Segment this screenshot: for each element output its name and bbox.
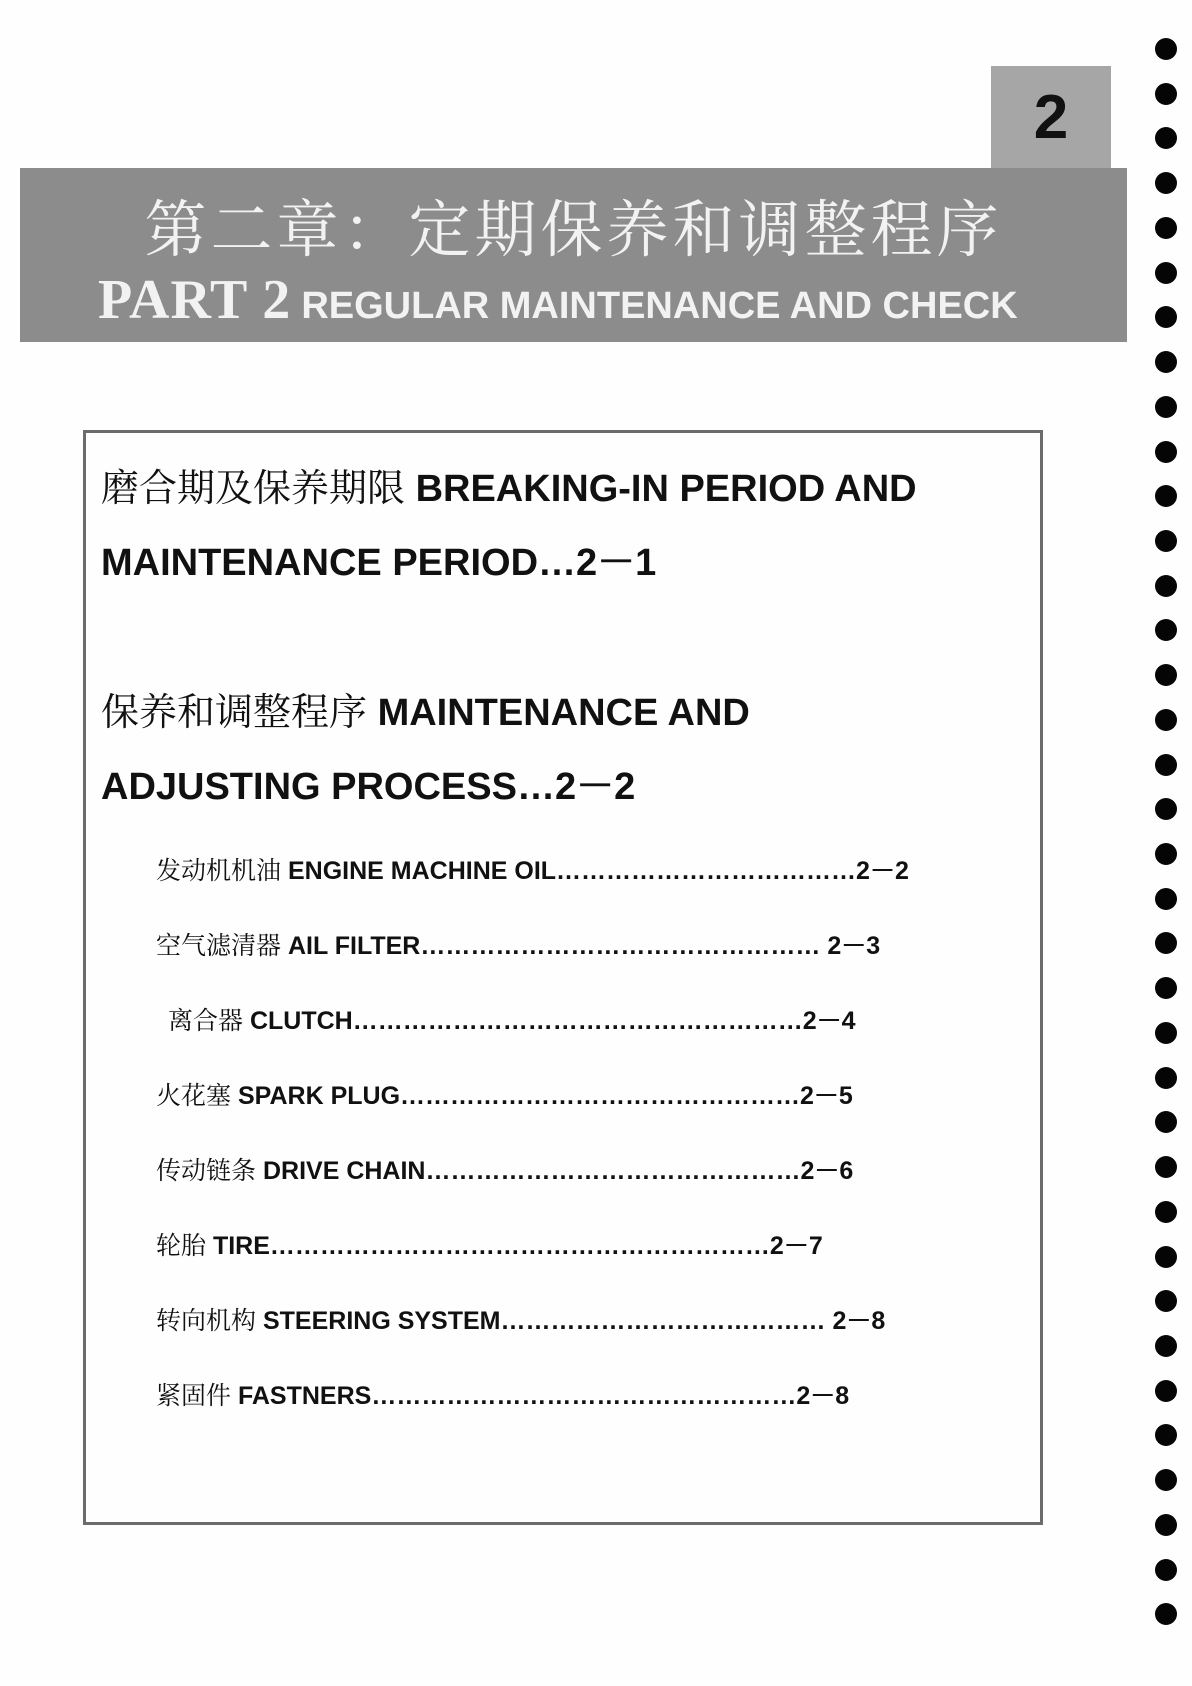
binding-hole xyxy=(1155,1067,1177,1089)
binding-hole xyxy=(1155,932,1177,954)
binding-hole xyxy=(1155,843,1177,865)
chapter-number-tab xyxy=(991,66,1111,168)
binding-hole xyxy=(1155,127,1177,149)
binding-hole xyxy=(1155,1022,1177,1044)
binding-hole xyxy=(1155,664,1177,686)
toc-leader-dots: ……………………………………… xyxy=(425,1157,801,1185)
toc-item-en: TIRE xyxy=(212,1232,270,1260)
toc-item-en: STEERING SYSTEM xyxy=(262,1307,501,1335)
binding-hole xyxy=(1155,262,1177,284)
toc-item-cn: 火花塞 xyxy=(156,1081,232,1110)
binding-hole xyxy=(1155,396,1177,418)
toc-item-cn: 紧固件 xyxy=(156,1381,232,1410)
binding-hole xyxy=(1155,1559,1177,1581)
toc-item-cn: 转向机构 xyxy=(156,1306,257,1335)
toc-item-tire[interactable] xyxy=(156,1226,823,1262)
binding-hole xyxy=(1155,306,1177,328)
toc-section-label-cn: 磨合期及保养期限 xyxy=(101,466,406,510)
binding-hole xyxy=(1155,1156,1177,1178)
binding-hole xyxy=(1155,977,1177,999)
toc-leader-dots: …………………………………………………… xyxy=(269,1232,770,1260)
toc-section-label-en: MAINTENANCE AND xyxy=(377,692,750,734)
toc-page-number: 2－4 xyxy=(802,1007,856,1035)
toc-page-number: 2－2 xyxy=(856,857,909,885)
binding-hole xyxy=(1155,1469,1177,1491)
toc-section-breaking-in[interactable] xyxy=(101,451,1021,600)
binding-hole xyxy=(1155,798,1177,820)
toc-item-en: DRIVE CHAIN xyxy=(262,1157,426,1185)
toc-item-cn: 轮胎 xyxy=(156,1231,207,1260)
binding-hole xyxy=(1155,619,1177,641)
binding-hole xyxy=(1155,1380,1177,1402)
binding-hole xyxy=(1155,1603,1177,1625)
binding-hole xyxy=(1155,217,1177,239)
toc-item-spark-plug[interactable] xyxy=(156,1076,853,1112)
toc-item-fasteners[interactable] xyxy=(156,1376,849,1412)
toc-page-number: 2－3 xyxy=(827,932,881,960)
toc-leader-dots: ……………………………… xyxy=(556,857,857,885)
toc-leader-dots: ……………………………………………… xyxy=(352,1007,803,1035)
toc-item-en: ENGINE MACHINE OIL xyxy=(287,857,557,885)
toc-section-label-en-cont: ADJUSTING PROCESS…2－2 xyxy=(101,766,636,808)
binding-hole xyxy=(1155,888,1177,910)
binding-hole xyxy=(1155,530,1177,552)
binding-hole xyxy=(1155,38,1177,60)
toc-item-en: FASTNERS xyxy=(237,1382,372,1410)
toc-item-drive-chain[interactable] xyxy=(156,1151,853,1187)
binding-hole xyxy=(1155,441,1177,463)
binding-hole xyxy=(1155,1335,1177,1357)
binding-hole xyxy=(1155,351,1177,373)
part-label: PART 2 xyxy=(98,269,292,331)
toc-page-number: 2－8 xyxy=(796,1382,850,1410)
toc-leader-dots: ………………………………………… xyxy=(400,1082,801,1110)
table-of-contents xyxy=(83,430,1043,1525)
toc-item-air-filter[interactable] xyxy=(156,926,880,962)
chapter-title-banner xyxy=(20,168,1127,342)
binding-hole xyxy=(1155,172,1177,194)
toc-section-label-cn: 保养和调整程序 xyxy=(101,690,368,734)
part-title: REGULAR MAINTENANCE AND CHECK xyxy=(301,285,1018,327)
toc-page-number: 2－5 xyxy=(800,1082,853,1110)
toc-section-maintenance[interactable] xyxy=(101,675,1021,824)
toc-page-number: 2－7 xyxy=(769,1232,823,1260)
chapter-title-english xyxy=(98,268,1018,332)
toc-section-label-en-cont: MAINTENANCE PERIOD…2－1 xyxy=(101,542,657,584)
toc-leader-dots: ………………………………………… xyxy=(420,932,821,960)
toc-leader-dots: …………………………………………… xyxy=(371,1382,797,1410)
binding-hole xyxy=(1155,575,1177,597)
binding-hole xyxy=(1155,83,1177,105)
toc-item-cn: 传动链条 xyxy=(156,1156,257,1185)
binding-hole xyxy=(1155,485,1177,507)
toc-item-cn: 空气滤清器 xyxy=(156,931,282,960)
toc-item-engine-oil[interactable] xyxy=(156,851,909,887)
toc-item-clutch[interactable] xyxy=(168,1001,856,1037)
toc-item-en: AIL FILTER xyxy=(287,932,421,960)
toc-item-en: SPARK PLUG xyxy=(237,1082,401,1110)
toc-section-label-en: BREAKING-IN PERIOD AND xyxy=(415,468,917,510)
binding-hole xyxy=(1155,1246,1177,1268)
toc-item-cn: 离合器 xyxy=(168,1006,244,1035)
binding-hole xyxy=(1155,1514,1177,1536)
toc-leader-dots: ………………………………… xyxy=(500,1307,826,1335)
toc-item-cn: 发动机机油 xyxy=(156,856,282,885)
toc-item-steering-system[interactable] xyxy=(156,1301,885,1337)
binding-hole xyxy=(1155,1424,1177,1446)
binding-hole xyxy=(1155,754,1177,776)
chapter-title-chinese: 第二章：定期保养和调整程序 xyxy=(144,193,1003,266)
binding-holes xyxy=(1155,38,1183,1678)
toc-item-en: CLUTCH xyxy=(249,1007,353,1035)
binding-hole xyxy=(1155,709,1177,731)
toc-page-number: 2－6 xyxy=(800,1157,854,1185)
binding-hole xyxy=(1155,1290,1177,1312)
chapter-number: 2 xyxy=(1033,82,1069,152)
toc-page-number: 2－8 xyxy=(832,1307,886,1335)
binding-hole xyxy=(1155,1111,1177,1133)
binding-hole xyxy=(1155,1201,1177,1223)
